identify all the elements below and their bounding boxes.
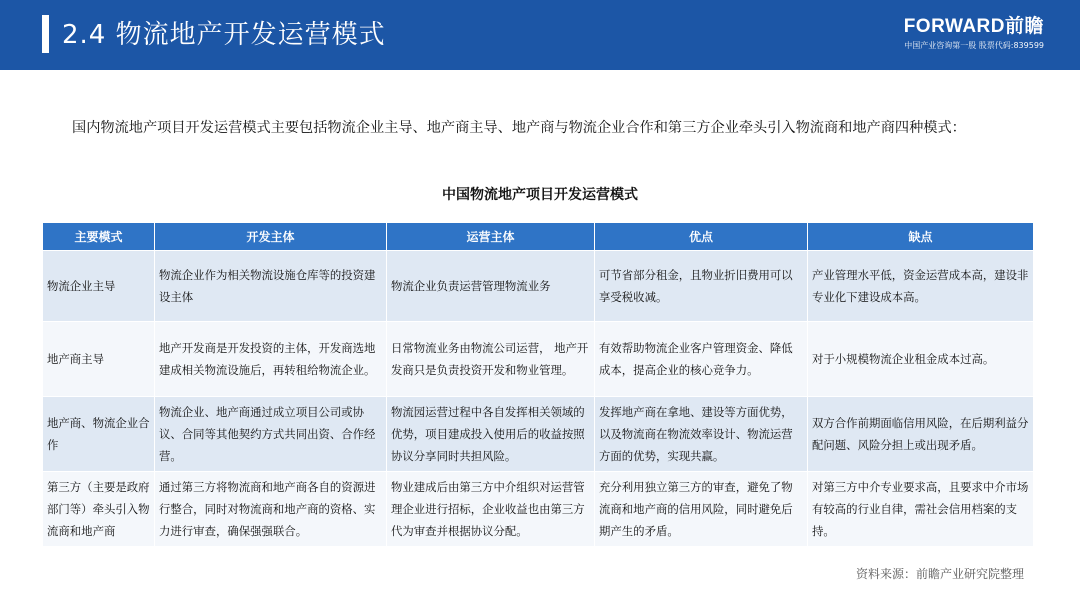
mode-table (42, 222, 1034, 547)
intro-paragraph: 国内物流地产项目开发运营模式主要包括物流企业主导、地产商主导、地产商与物流企业合作和第三方企业牵头引入物流商和地产商四种模式： (72, 120, 966, 136)
header-cell-pros: 优点 (595, 223, 808, 251)
header-cell-operator: 运营主体 (387, 223, 595, 251)
table-row (43, 251, 1034, 322)
cell-developer: 通过第三方将物流商和地产商各自的资源进行整合，同时对物流商和地产商的资格、实力进行审查，确保强强联合。 (155, 472, 387, 547)
table-row (43, 472, 1034, 547)
cell-cons: 对于小规模物流企业租金成本过高。 (808, 322, 1034, 397)
table-header-row (43, 223, 1034, 251)
slide-title: 2.4 物流地产开发运营模式 (62, 20, 386, 50)
cell-cons: 对第三方中介专业要求高，且要求中介市场有较高的行业自律，需社会信用档案的支持。 (808, 472, 1034, 547)
table-row (43, 322, 1034, 397)
source-note: 资料来源：前瞻产业研究院整理 (855, 567, 1024, 581)
logo-wordmark: FORWARD前瞻 (903, 16, 1044, 37)
logo-tagline: 中国产业咨询第一股 股票代码:839599 (904, 41, 1044, 50)
cell-operator: 日常物流业务由物流公司运营， 地产开发商只是负责投资开发和物业管理。 (387, 322, 595, 397)
cell-mode: 地产商主导 (43, 322, 155, 397)
cell-developer: 物流企业作为相关物流设施仓库等的投资建设主体 (155, 251, 387, 322)
cell-developer: 地产开发商是开发投资的主体，开发商选地建成相关物流设施后，再转租给物流企业。 (155, 322, 387, 397)
header-cell-cons: 缺点 (808, 223, 1034, 251)
cell-pros: 可节省部分租金，且物业折旧费用可以享受税收减。 (595, 251, 808, 322)
cell-cons: 双方合作前期面临信用风险，在后期利益分配问题、风险分担上或出现矛盾。 (808, 397, 1034, 472)
header-bar (0, 0, 1080, 70)
cell-operator: 物业建成后由第三方中介组织对运营管理企业进行招标，企业收益也由第三方代为审查并根据协议分配。 (387, 472, 595, 547)
cell-pros: 发挥地产商在拿地、建设等方面优势，以及物流商在物流效率设计、物流运营方面的优势，实现共赢。 (595, 397, 808, 472)
cell-cons: 产业管理水平低，资金运营成本高，建设非专业化下建设成本高。 (808, 251, 1034, 322)
cell-operator: 物流企业负责运营管理物流业务 (387, 251, 595, 322)
cell-pros: 有效帮助物流企业客户管理资金、降低成本，提高企业的核心竞争力。 (595, 322, 808, 397)
cell-mode: 第三方（主要是政府部门等）牵头引入物流商和地产商 (43, 472, 155, 547)
forward-logo (874, 15, 1044, 53)
cell-mode: 地产商、物流企业合作 (43, 397, 155, 472)
header-cell-mode: 主要模式 (43, 223, 155, 251)
cell-developer: 物流企业、地产商通过成立项目公司或协议、合同等其他契约方式共同出资、合作经营。 (155, 397, 387, 472)
header-cell-developer: 开发主体 (155, 223, 387, 251)
cell-operator: 物流园运营过程中各自发挥相关领域的优势，项目建成投入使用后的收益按照协议分享同时共担风险。 (387, 397, 595, 472)
cell-mode: 物流企业主导 (43, 251, 155, 322)
table-title: 中国物流地产项目开发运营模式 (442, 187, 638, 203)
table-row (43, 397, 1034, 472)
title-accent-bar (42, 15, 49, 53)
cell-pros: 充分利用独立第三方的审查，避免了物流商和地产商的信用风险，同时避免后期产生的矛盾。 (595, 472, 808, 547)
